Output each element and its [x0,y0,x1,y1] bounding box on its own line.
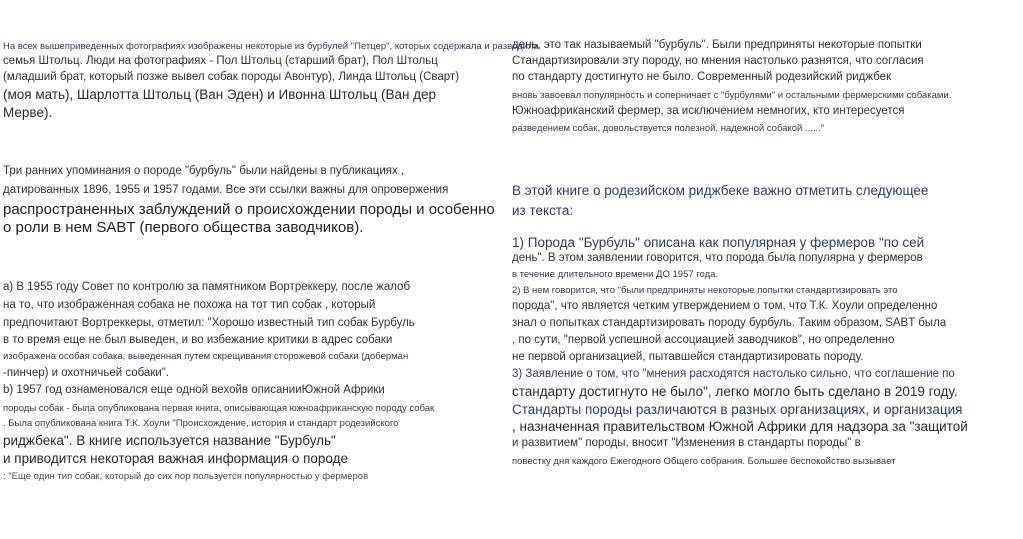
text-line: Южноафриканский фермер, за исключением немногих, кто интересуется [512,105,905,117]
text-line: -пинчер) и охотничьей собаки". [3,367,170,379]
text-line: Три ранних упоминания о породе "бурбуль" были найдены в публикациях , [3,165,405,177]
text-line: , по сути, "первой успешной ассоциацией заводчиков", но определенно [512,334,895,346]
text-line: . Была опубликована книга Т.К. Хоули "Происхождение, история и стандарт родезийского [3,418,399,429]
text-line: о роли в нем SABT (первого общества заводчиков). [3,219,364,236]
text-line: и приводится некоторая важная информация о породе [3,451,349,466]
text-line: знал о попытках стандартизировать породу бурбуль. Таким образом, SABT была [512,317,947,329]
text-line: вновь завоевал популярность и соперничает с "бурбулями" и остальными фермерскими собаками. [512,90,952,101]
text-line: распространенных заблуждений о происхождении породы и особенно [3,201,495,218]
text-line: повестку дня каждого Ежегодного Общего собрания. Большее беспокойство вызывает [512,456,896,467]
text-line: (младший брат, который позже вывел собак породы Авонтур), Линда Штольц (Сварт) [3,71,460,83]
text-line: предпочитают Вортреккеры, отметил: "Хорошо известный тип собак Бурбуль [3,317,415,329]
text-line: на то, что изображенная собака не похожа на тот тип собак , который [3,299,376,311]
text-line: семья Штольц. Люди на фотографиях - Пол Штольц (старший брат), Пол Штольц [3,55,438,67]
text-line: b) 1957 год ознаменовался еще одной вехойв описанииЮжной Африки [3,384,385,396]
text-line: день, это так называемый "бурбуль". Были предприняты некоторые попытки [512,39,922,51]
text-line: из текста: [512,203,574,218]
text-line: риджбека". В книге используется название "Бурбуль" [3,433,336,448]
text-line: На всех вышеприведенных фотографиях изображены некоторые из бурбулей "Петцер", которых содержала и разводила [3,41,539,52]
text-line: 1) Порода "Бурбуль" описана как популярная у фермеров "по сей [512,235,925,250]
text-line: разведением собак, довольствуется полезной, надежной собакой ......" [512,123,825,134]
text-line: a) В 1955 году Совет по контролю за памятником Вортреккеру, после жалоб [3,281,411,293]
text-line: датированных 1896, 1955 и 1957 годами. Все эти ссылки важны для опровержения [3,184,449,196]
text-line: стандарту достигнуто не было", легко могло быть сделано в 2019 году. [512,384,958,399]
text-line: день". В этом заявлении говорится, что порода была популярна у фермеров [512,252,923,264]
text-line: Мерве). [3,105,53,120]
text-line: порода", что является четким утверждением о том, что Т.К. Хоули определенно [512,300,938,312]
text-line: Стандартизировали эту породу, но мнения настолько разнятся, что согласия [512,55,924,67]
text-line: и развитием" породы, вносит "Изменения в стандарты породы" в [512,437,861,449]
text-line: В этой книге о родезийском риджбеке важно отметить следующее [512,183,929,198]
text-line: изображена особая собака, выведенная путем скрещивания сторожевой собаки (доберман [3,351,409,362]
text-line: , назначенная правительством Южной Африки для надзора за "защитой [512,419,968,434]
text-line: не первой организацией, пытавшейся стандартизировать породу. [512,351,864,363]
text-line: 2) В нем говорится, что "были предприняты некоторые попытки стандартизировать это [512,285,898,296]
text-line: (моя мать), Шарлотта Штольц (Ван Эден) и Ивонна Штольц (Ван дер [3,87,437,102]
text-line: по стандарту достигнуто не было. Современный родезийский риджбек [512,71,892,83]
text-line: 3) Заявление о том, что "мнения расходятся настолько сильно, что соглашение по [512,368,955,380]
text-line: в то время еще не был выведен, и во избежание критики в адрес собаки [3,334,393,346]
text-line: породы собак - была опубликована первая книга, описывающая южноафриканскую породу собак [3,403,435,414]
text-line: : "Еще один тип собак, который до сих пор пользуется популярностью у фермеров [3,471,369,482]
text-line: Стандарты породы различаются в разных организациях, и организация [512,402,963,417]
text-line: в течение длительного времени ДО 1957 года. [512,269,719,280]
